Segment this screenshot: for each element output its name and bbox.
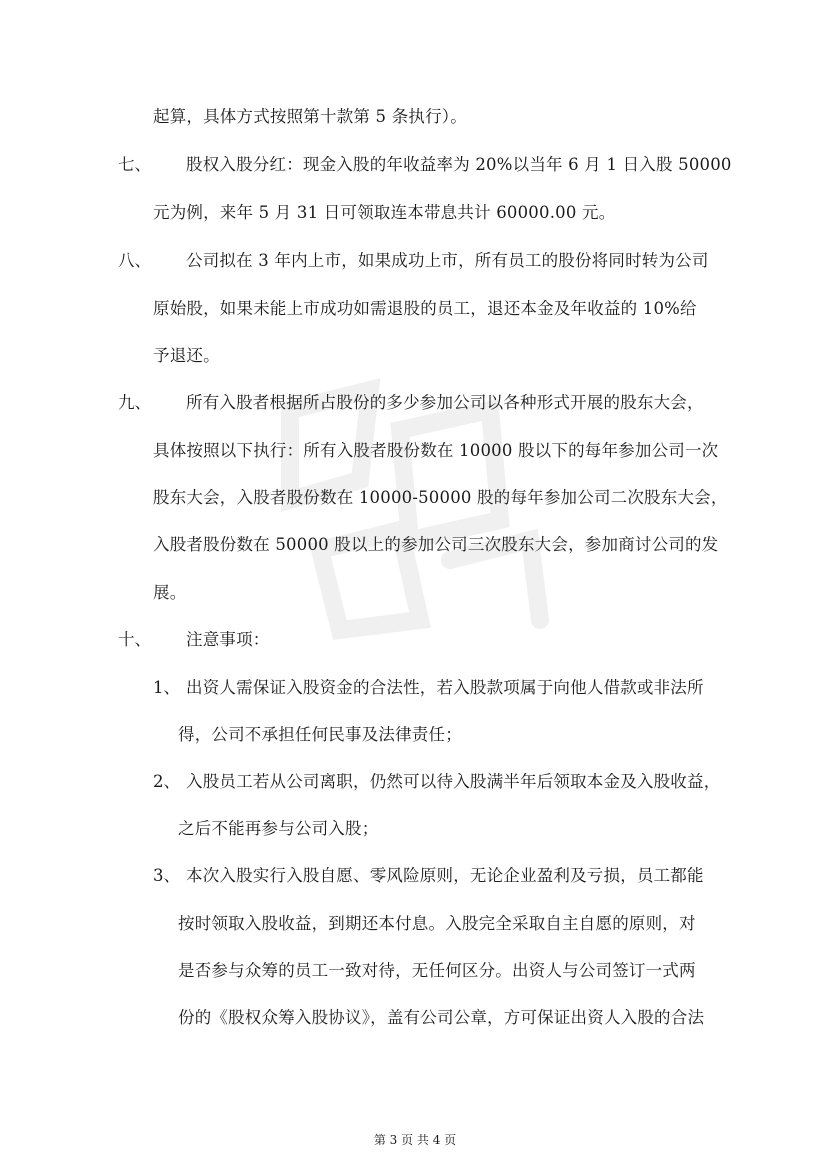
section-number-8: 八、 (118, 251, 151, 270)
section-7-line-2: 元为例，来年 5 月 31 日可领取连本带息共计 60000.00 元。 (153, 203, 616, 222)
section-9-line-1: 所有入股者根据所占股份的多少参加公司以各种形式开展的股东大会， (186, 393, 704, 412)
item-number-1: 1、 (153, 678, 180, 697)
section-number-10: 十、 (118, 630, 151, 649)
item-1-line-2: 得，公司不承担任何民事及法律责任； (178, 725, 462, 744)
item-2-line-1: 入股员工若从公司离职，仍然可以待入股满半年后领取本金及入股收益， (186, 772, 721, 791)
item-3-line-4: 份的《股权众筹入股协议》，盖有公司公章，方可保证出资人入股的合法 (178, 1008, 705, 1027)
item-number-2: 2、 (153, 772, 180, 791)
section-8-line-3: 予退还。 (153, 346, 220, 365)
item-2-line-2: 之后不能再参与公司入股； (178, 819, 379, 838)
item-number-3: 3、 (153, 866, 180, 885)
intro-line: 起算，具体方式按照第十款第 5 条执行）。 (153, 107, 467, 126)
section-8-line-1: 公司拟在 3 年内上市，如果成功上市，所有员工的股份将同时转为公司 (186, 251, 709, 270)
section-9-line-4: 入股者股份数在 50000 股以上的参加公司三次股东大会，参加商讨公司的发 (153, 535, 719, 554)
item-3-line-2: 按时领取入股收益，到期还本付息。入股完全采取自主自愿的原则，对 (178, 914, 696, 933)
item-3-line-3: 是否参与众筹的员工一致对待，无任何区分。出资人与公司签订一式两 (178, 961, 696, 980)
section-7-line-1: 股权入股分红：现金入股的年收益率为 20%以当年 6 月 1 日入股 50000 (186, 155, 732, 174)
item-1-line-1: 出资人需保证入股资金的合法性，若入股款项属于向他人借款或非法所 (186, 678, 704, 697)
item-3-line-1: 本次入股实行入股自愿、零风险原则，无论企业盈利及亏损，员工都能 (186, 866, 704, 885)
section-8-line-2: 原始股，如果未能上市成功如需退股的员工，退还本金及年收益的 10%给 (153, 299, 697, 318)
section-9-line-5: 展。 (153, 583, 187, 602)
section-9-line-2: 具体按照以下执行：所有入股者股份数在 10000 股以下的每年参加公司一次 (153, 441, 719, 460)
section-10-line-1: 注意事项： (186, 630, 270, 649)
section-number-7: 七、 (118, 155, 151, 174)
section-9-line-3: 股东大会，入股者股份数在 10000-50000 股的每年参加公司二次股东大会， (153, 488, 728, 507)
section-number-9: 九、 (118, 393, 151, 412)
page-footer: 第 3 页 共 4 页 (373, 1133, 457, 1147)
